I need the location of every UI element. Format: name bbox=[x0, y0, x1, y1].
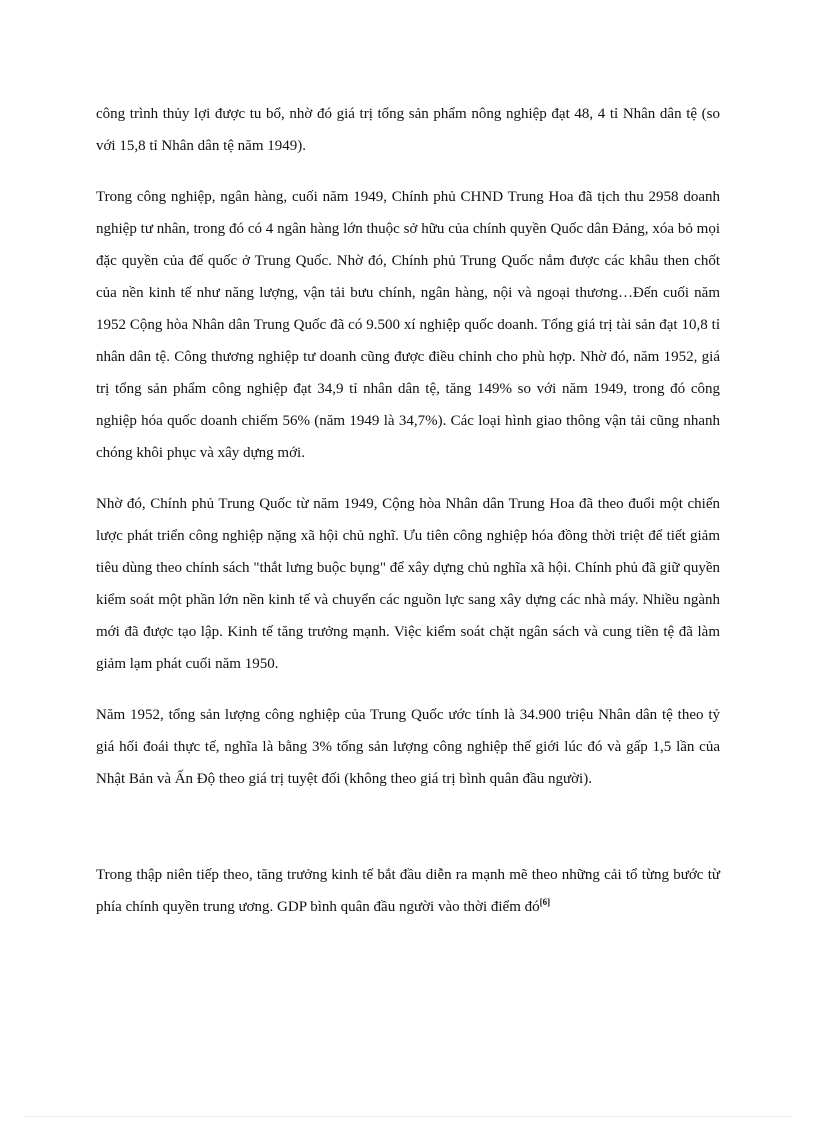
footnote-reference[interactable]: [6] bbox=[539, 897, 551, 907]
paragraph-heavy-industry-strategy: Nhờ đó, Chính phủ Trung Quốc từ năm 1949, Cộng hòa Nhân dân Trung Hoa đã theo đuổi một chiến lược phát triển công nghiệp nặng xã hội chủ nghĩ. Ưu tiên công nghiệp hóa đồng thời triệt để tiết giảm tiêu dùng theo chính sách "thắt lưng buộc bụng" để xây dựng chủ nghĩa xã hội. Chính phủ đã giữ quyền kiểm soát một phần lớn nền kinh tế và chuyển các nguồn lực sang xây dựng các nhà máy. Nhiều ngành mới đã được tạo lập. Kinh tế tăng trưởng mạnh. Việc kiểm soát chặt ngân sách và cung tiền tệ đã làm giảm lạm phát cuối năm 1950. bbox=[96, 496, 720, 672]
paragraph-next-decade-text: Trong thập niên tiếp theo, tăng trưởng kinh tế bắt đầu diễn ra mạnh mẽ theo những cải tổ từng bước từ phía chính quyền trung ương. GDP bình quân đầu người vào thời điểm đó bbox=[96, 867, 720, 915]
paragraph-next-decade bbox=[96, 859, 720, 923]
paragraph-industry-banking: Trong công nghiệp, ngân hàng, cuối năm 1949, Chính phủ CHND Trung Hoa đã tịch thu 2958 doanh nghiệp tư nhân, trong đó có 4 ngân hàng lớn thuộc sở hữu của chính quyền Quốc dân Đảng, xóa bỏ mọi đặc quyền của đế quốc ở Trung Quốc. Nhờ đó, Chính phủ Trung Quốc nắm được các khâu then chốt của nền kinh tế như năng lượng, vận tải bưu chính, ngân hàng, nội và ngoại thương…Đến cuối năm 1952 Cộng hòa Nhân dân Trung Quốc đã có 9.500 xí nghiệp quốc doanh. Tổng giá trị tài sản đạt 10,8 tỉ nhân dân tệ. Công thương nghiệp tư doanh cũng được điều chỉnh cho phù hợp. Nhờ đó, năm 1952, giá trị tổng sản phẩm công nghiệp đạt 34,9 tỉ nhân dân tệ, tăng 149% so với năm 1949, trong đó công nghiệp hóa quốc doanh chiếm 56% (năm 1949 là 34,7%). Các loại hình giao thông vận tải cũng nhanh chóng khôi phục và xây dựng mới. bbox=[96, 189, 720, 461]
paragraph-industrial-output-1952: Năm 1952, tổng sản lượng công nghiệp của Trung Quốc ước tính là 34.900 triệu Nhân dân tệ theo tỷ giá hối đoái thực tế, nghĩa là bằng 3% tổng sản lượng công nghiệp thế giới lúc đó và gấp 1,5 lần của Nhật Bản và Ấn Độ theo giá trị tuyệt đối (không theo giá trị bình quân đầu người). bbox=[96, 707, 720, 787]
paragraph-agriculture: công trình thủy lợi được tu bổ, nhờ đó giá trị tổng sản phẩm nông nghiệp đạt 48, 4 tỉ Nhân dân tệ (so với 15,8 tỉ Nhân dân tệ năm 1949). bbox=[96, 106, 720, 154]
document-page bbox=[96, 98, 720, 923]
page-bottom-divider bbox=[25, 1116, 791, 1117]
